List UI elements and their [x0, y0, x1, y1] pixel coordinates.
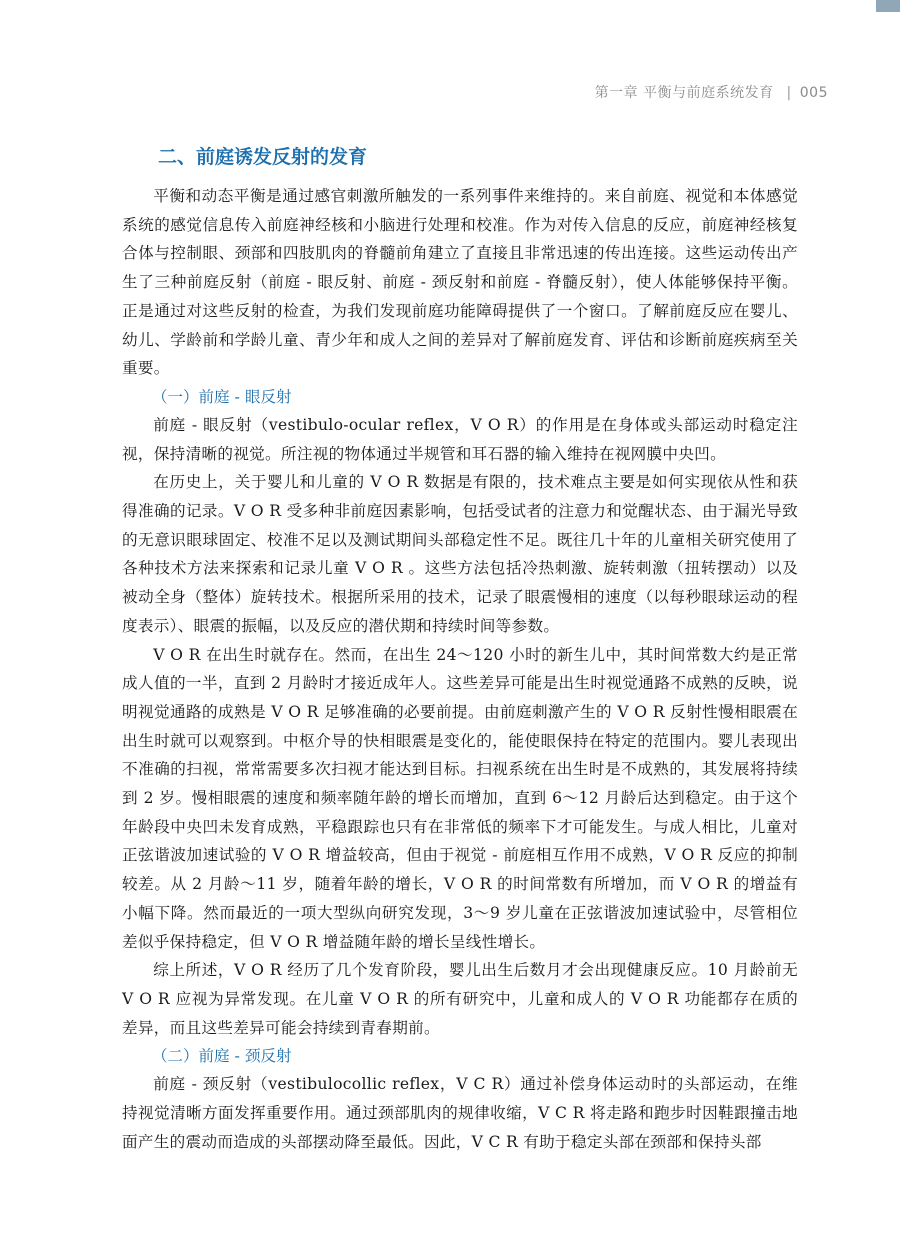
section-heading: 二、前庭诱发反射的发育	[158, 146, 368, 168]
page-number: 005	[799, 85, 828, 101]
vor-paragraph-3: V O R 在出生时就存在。然而，在出生 24～120 小时的新生儿中，其时间常数大约是正常成人值的一半，直到 2 月龄时才接近成年人。这些差异可能是出生时视觉通路不成熟的反映，说明视觉通路的成熟是 V O R 足够准确的必要前提。由前庭刺激产生的 V O R 反射性慢相眼震在出生时就可以观察到。中枢介导的快相眼震是变化的，能使眼保持在特定的范围内。婴儿表现出不准确的扫视，常常需要多次扫视才能达到目标。扫视系统在出生时是不成熟的，其发展将持续到 2 岁。慢相眼震的速度和频率随年龄的增长而增加，直到 6～12 月龄后达到稳定。由于这个年龄段中央凹未发育成熟，平稳跟踪也只有在非常低的频率下才可能发生。与成人相比，儿童对正弦谐波加速试验的 V O R 增益较高，但由于视觉 - 前庭相互作用不成熟，V O R 反应的抑制较差。从 2 月龄～11 岁，随着年龄的增长，V O R 的时间常数有所增加，而 V O R 的增益有小幅下降。然而最近的一项大型纵向研究发现，3～9 岁儿童在正弦谐波加速试验中，尽管相位差似乎保持稳定，但 V O R 增益随年龄的增长呈线性增长。	[122, 645, 798, 951]
vor-paragraph-4: 综上所述，V O R 经历了几个发育阶段，婴儿出生后数月才会出现健康反应。10 月龄前无 V O R 应视为异常发现。在儿童 V O R 的所有研究中，儿童和成人的 V O R 功能都存在质的差异，而且这些差异可能会持续到青春期前。	[122, 961, 798, 1037]
vor-paragraph-1: 前庭 - 眼反射（vestibulo-ocular reflex，V O R）的作用是在身体或头部运动时稳定注视，保持清晰的视觉。所注视的物体通过半规管和耳石器的输入维持在视网膜中央凹。	[122, 415, 798, 463]
intro-paragraph: 平衡和动态平衡是通过感官刺激所触发的一系列事件来维持的。来自前庭、视觉和本体感觉系统的感觉信息传入前庭神经核和小脑进行处理和校准。作为对传入信息的反应，前庭神经核复合体与控制眼、颈部和四肢肌肉的脊髓前角建立了直接且非常迅速的传出连接。这些运动传出产生了三种前庭反射（前庭 - 眼反射、前庭 - 颈反射和前庭 - 脊髓反射），使人体能够保持平衡。正是通过对这些反射的检查，为我们发现前庭功能障碍提供了一个窗口。了解前庭反应在婴儿、幼儿、学龄前和学龄儿童、青少年和成人之间的差异对了解前庭发育、评估和诊断前庭疾病至关重要。	[122, 187, 798, 378]
vcr-paragraph-1: 前庭 - 颈反射（vestibulocollic reflex，V C R）通过补偿身体运动时的头部运动，在维持视觉清晰方面发挥重要作用。通过颈部肌肉的规律收缩，V C R 将走路和跑步时因鞋跟撞击地面产生的震动而造成的头部摆动降至最低。因此，V C R 有助于稳定头部在颈部和保持头部	[122, 1075, 798, 1151]
corner-tab	[876, 0, 900, 12]
page-body	[122, 142, 798, 1157]
running-head	[595, 82, 828, 102]
vor-paragraph-2: 在历史上，关于婴儿和儿童的 V O R 数据是有限的，技术难点主要是如何实现依从性和获得准确的记录。V O R 受多种非前庭因素影响，包括受试者的注意力和觉醒状态、由于漏光导致的无意识眼球固定、校准不足以及测试期间头部稳定性不足。既往几十年的儿童相关研究使用了各种技术方法来探索和记录儿童 V O R 。这些方法包括冷热刺激、旋转刺激（扭转摆动）以及被动全身（整体）旋转技术。根据所采用的技术，记录了眼震慢相的速度（以每秒眼球运动的程度表示）、眼震的振幅，以及反应的潜伏期和持续时间等参数。	[122, 473, 798, 635]
separator: |	[786, 85, 792, 101]
subsection-heading-vor: （一）前庭 - 眼反射	[152, 387, 292, 406]
chapter-title: 平衡与前庭系统发育	[643, 85, 774, 101]
subsection-heading-vcr: （二）前庭 - 颈反射	[152, 1047, 292, 1066]
chapter-number: 第一章	[594, 85, 639, 101]
